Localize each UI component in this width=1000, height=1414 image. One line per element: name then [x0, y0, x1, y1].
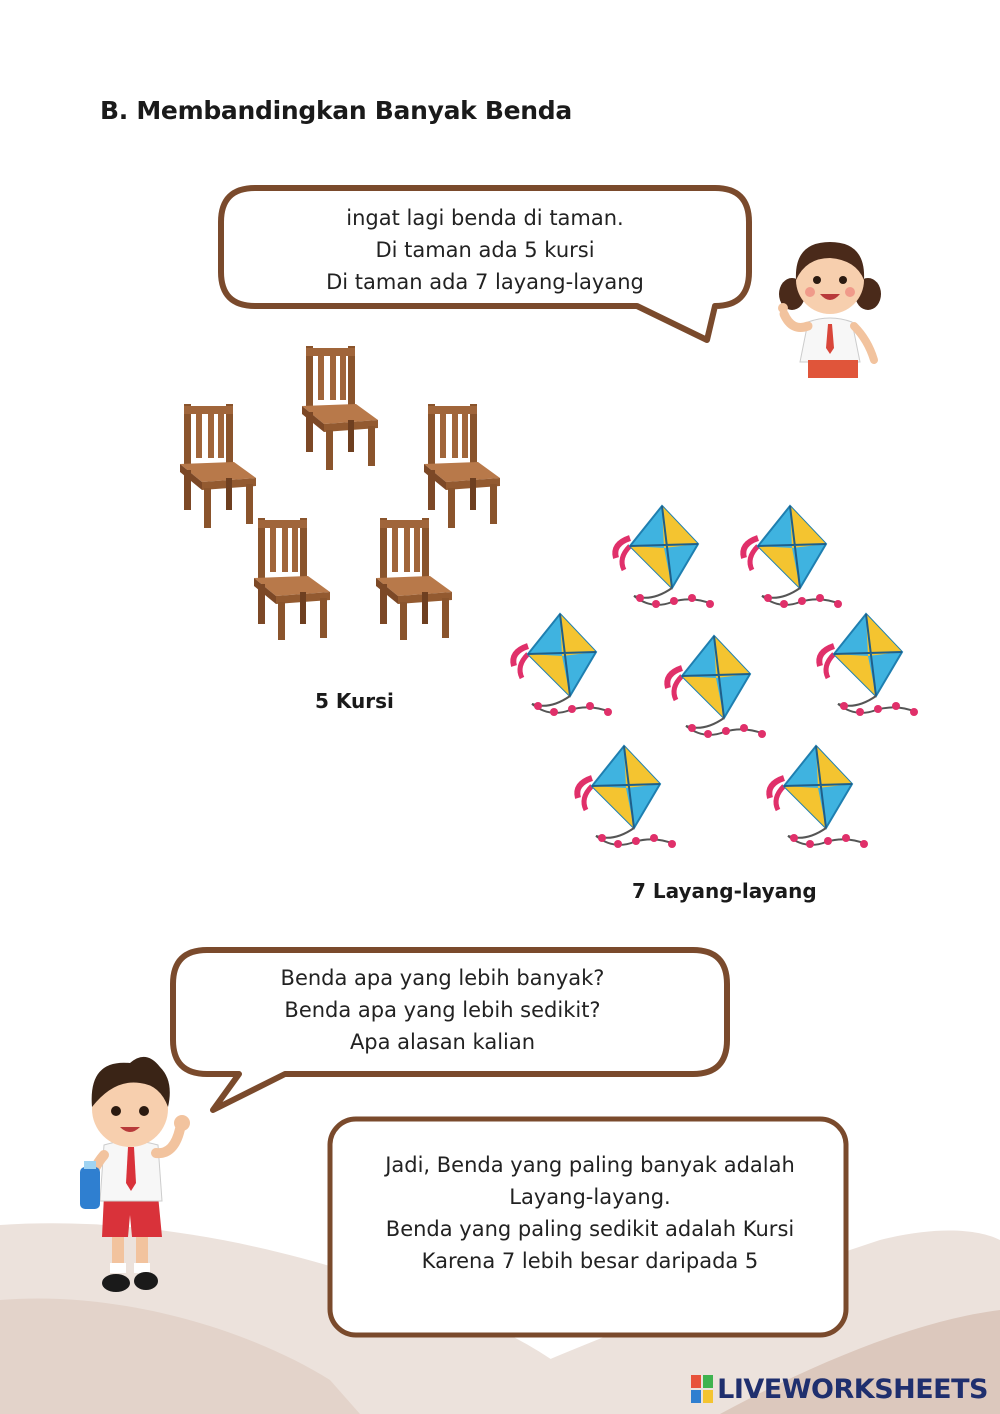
chair-4: [254, 518, 330, 640]
chair-3: [424, 404, 500, 528]
chair-2: [302, 346, 378, 470]
bubble-1-line-2: Di taman ada 5 kursi: [375, 238, 595, 262]
chair-5: [376, 518, 452, 640]
bubble-2-text: [180, 962, 705, 1058]
boy-student-icon: [70, 1045, 200, 1300]
chairs-label: 5 Kursi: [315, 689, 394, 713]
brand-text: LIVEWORKSHEETS: [717, 1373, 988, 1405]
kite-7: [769, 746, 868, 848]
chair-1: [180, 404, 256, 528]
bubble-2-line-2: Benda apa yang lebih sedikit?: [284, 998, 601, 1022]
kites-label: 7 Layang-layang: [632, 879, 817, 903]
bubble-1-text: [225, 202, 745, 298]
answer-line-1: Jadi, Benda yang paling banyak adalah: [385, 1153, 795, 1177]
kite-6: [577, 746, 676, 848]
kites-group: [500, 500, 930, 870]
answer-line-3: Benda yang paling sedikit adalah Kursi: [385, 1217, 795, 1241]
answer-line-4: Karena 7 lebih besar daripada 5: [421, 1249, 759, 1273]
kite-1: [615, 506, 714, 608]
kite-2: [743, 506, 842, 608]
kite-4: [667, 636, 766, 738]
liveworksheets-brand: [691, 1371, 988, 1407]
kite-5: [819, 614, 918, 716]
answer-box-text: [340, 1149, 840, 1277]
liveworksheets-logo-icon: [691, 1375, 713, 1403]
bubble-2-line-3: Apa alasan kalian: [349, 1030, 536, 1054]
chairs-group: [170, 340, 510, 640]
bubble-1-line-1: ingat lagi benda di taman.: [346, 206, 624, 230]
bubble-1-line-3: Di taman ada 7 layang-layang: [326, 270, 644, 294]
page-title: B. Membandingkan Banyak Benda: [100, 96, 572, 125]
answer-line-2: Layang-layang.: [509, 1185, 671, 1209]
girl-student-icon: [770, 222, 890, 380]
bubble-2-line-1: Benda apa yang lebih banyak?: [280, 966, 605, 990]
kite-3: [513, 614, 612, 716]
